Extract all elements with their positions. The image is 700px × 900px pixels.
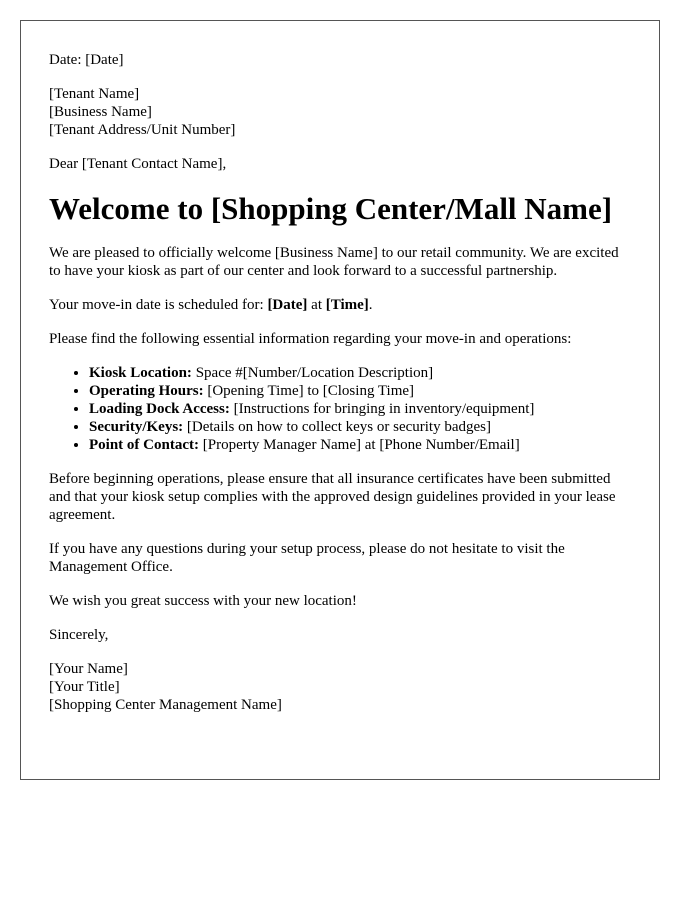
intro-paragraph: We are pleased to officially welcome [Business Name] to our retail community. We are excited to have your kiosk as part of our center and look forward to a successful partnership. xyxy=(49,245,619,279)
list-item-text: [Details on how to collect keys or security badges] xyxy=(183,419,491,435)
list-item-text: Space #[Number/Location Description] xyxy=(191,365,434,381)
list-item-text: [Opening Time] to [Closing Time] xyxy=(203,383,415,399)
tenant-name: [Tenant Name] xyxy=(49,86,140,102)
list-item-point-of-contact xyxy=(89,436,631,454)
list-item-kiosk-location xyxy=(89,364,631,382)
letter-page xyxy=(20,20,660,780)
list-item-label: Operating Hours: xyxy=(89,383,204,399)
move-in-suffix: . xyxy=(368,297,373,313)
questions-paragraph: If you have any questions during your setup process, please do not hesitate to visit the Management Office. xyxy=(49,541,565,575)
list-item-operating-hours xyxy=(89,382,631,400)
info-list xyxy=(49,364,631,454)
list-item-label: Kiosk Location: xyxy=(89,365,192,381)
list-item-text: [Property Manager Name] at [Phone Number/Email] xyxy=(198,437,520,453)
move-in-prefix: Your move-in date is scheduled for: xyxy=(49,297,268,313)
wish-paragraph: We wish you great success with your new location! xyxy=(49,593,357,609)
business-name: [Business Name] xyxy=(49,104,152,120)
move-in-date: [Date] xyxy=(267,297,308,313)
list-item-label: Point of Contact: xyxy=(89,437,199,453)
list-item-text: [Instructions for bringing in inventory/equipment] xyxy=(229,401,535,417)
signature-block xyxy=(49,660,631,714)
list-item-loading-dock xyxy=(89,400,631,418)
tenant-address: [Tenant Address/Unit Number] xyxy=(49,122,236,138)
date-line: Date: [Date] xyxy=(49,52,124,68)
move-in-time: [Time] xyxy=(325,297,369,313)
recipient-block xyxy=(49,85,631,139)
signer-organization: [Shopping Center Management Name] xyxy=(49,697,282,713)
salutation: Dear [Tenant Contact Name], xyxy=(49,156,227,172)
letter-heading: Welcome to [Shopping Center/Mall Name] xyxy=(49,191,613,226)
signer-name: [Your Name] xyxy=(49,661,128,677)
list-item-security-keys xyxy=(89,418,631,436)
move-in-paragraph xyxy=(49,296,631,314)
info-intro-paragraph: Please find the following essential information regarding your move-in and operations: xyxy=(49,331,572,347)
operations-paragraph: Before beginning operations, please ensure that all insurance certificates have been submitted and that your kiosk setup complies with the approved design guidelines provided in your lease agreement. xyxy=(49,471,616,523)
closing: Sincerely, xyxy=(49,627,109,643)
signer-title: [Your Title] xyxy=(49,679,120,695)
list-item-label: Security/Keys: xyxy=(89,419,184,435)
list-item-label: Loading Dock Access: xyxy=(89,401,230,417)
move-in-middle: at xyxy=(307,297,326,313)
